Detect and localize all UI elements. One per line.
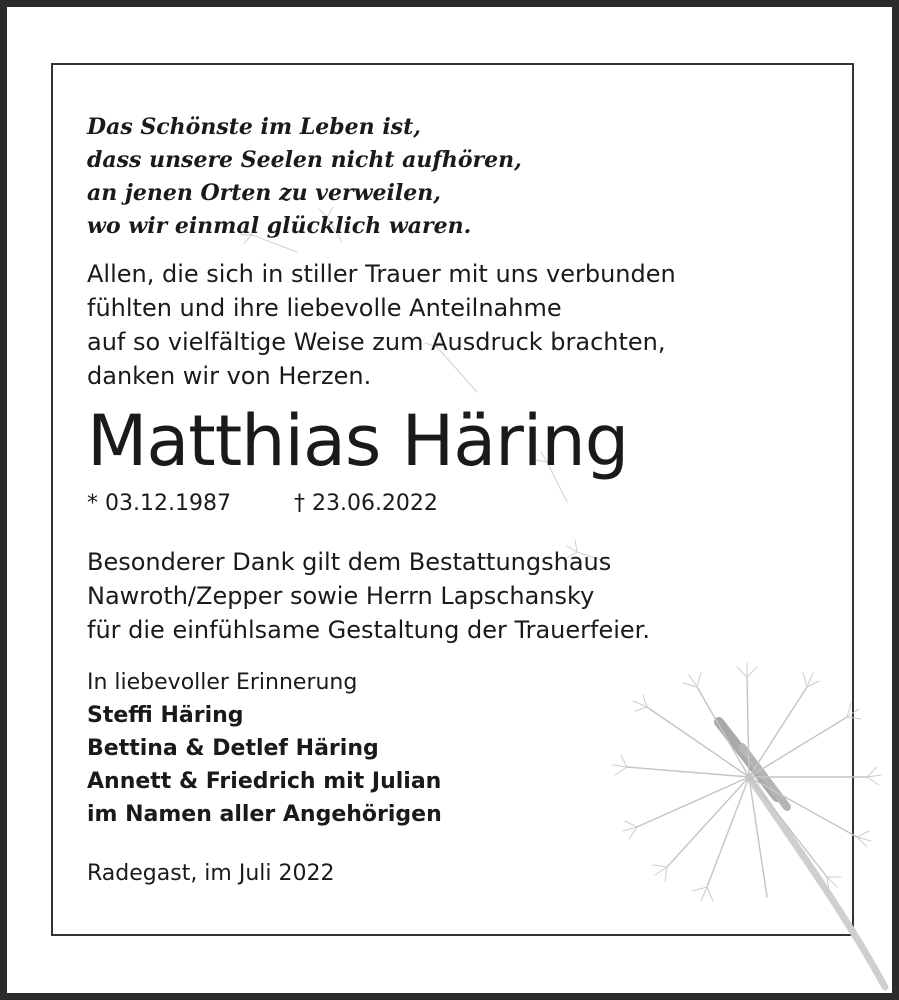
poem-line: wo wir einmal glücklich waren. xyxy=(87,213,472,239)
poem-line: Das Schönste im Leben ist, xyxy=(87,114,421,140)
memorial-poem xyxy=(87,111,842,243)
life-dates xyxy=(87,489,842,519)
special-thanks-line: Besonderer Dank gilt dem Bestattungshaus xyxy=(87,548,612,576)
obituary-content xyxy=(87,111,842,889)
memory-block xyxy=(87,667,842,831)
signer: Steffi Häring xyxy=(87,703,244,728)
birth-date: * 03.12.1987 xyxy=(87,491,231,516)
thanks-line: auf so vielfältige Weise zum Ausdruck brachten, xyxy=(87,328,666,356)
thanks-line: fühlten und ihre liebevolle Anteilnahme xyxy=(87,294,562,322)
signer: Bettina & Detlef Häring xyxy=(87,736,379,761)
death-date: † 23.06.2022 xyxy=(293,491,438,516)
deceased-name: Matthias Häring xyxy=(87,400,629,482)
poem-line: an jenen Orten zu verweilen, xyxy=(87,180,441,206)
signers-list xyxy=(87,699,842,831)
thanks-text xyxy=(87,257,842,393)
place-date: Radegast, im Juli 2022 xyxy=(87,861,335,886)
signer: Annett & Friedrich mit Julian xyxy=(87,769,442,794)
thanks-line: danken wir von Herzen. xyxy=(87,362,372,390)
special-thanks xyxy=(87,545,842,647)
memory-intro: In liebevoller Erinnerung xyxy=(87,670,358,695)
thanks-line: Allen, die sich in stiller Trauer mit uns verbunden xyxy=(87,260,676,288)
special-thanks-line: für die einfühlsame Gestaltung der Trauerfeier. xyxy=(87,616,650,644)
poem-line: dass unsere Seelen nicht aufhören, xyxy=(87,147,522,173)
signer: im Namen aller Angehörigen xyxy=(87,802,442,827)
special-thanks-line: Nawroth/Zepper sowie Herrn Lapschansky xyxy=(87,582,595,610)
